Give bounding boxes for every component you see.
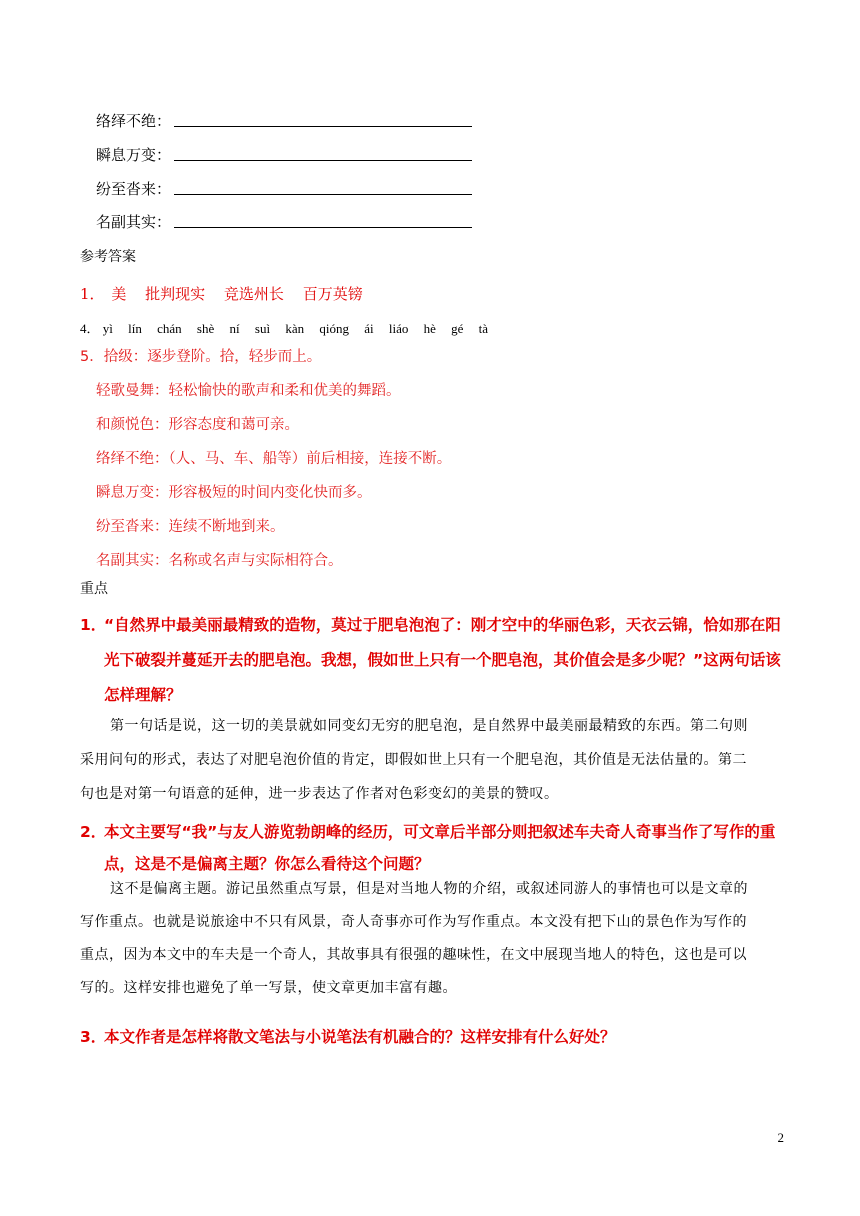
- pinyin-syllable: ní: [229, 321, 240, 336]
- answer-5-definition: 5．拾级：逐步登阶。拾，轻步而上。: [80, 349, 322, 365]
- pinyin-syllable: ái: [364, 321, 374, 336]
- fill-in-label: 纷至沓来：: [96, 180, 172, 198]
- question-number: 3．: [80, 1028, 107, 1046]
- question-text-line: 本文主要写“我”与友人游览勃朗峰的经历，可文章后半部分则把叙述车夫奇人奇事当作了写作的重: [104, 823, 776, 841]
- pinyin-syllable: chán: [157, 321, 182, 336]
- fill-in-line: [96, 211, 171, 233]
- answer-1-item: 批判现实: [145, 285, 206, 303]
- answer-blank[interactable]: [174, 227, 472, 228]
- question-number: 1．: [80, 616, 107, 634]
- page-number: 2: [777, 1130, 784, 1145]
- pinyin-syllable: qióng: [319, 321, 349, 336]
- pinyin-syllable: lín: [128, 321, 142, 336]
- fill-in-line: [96, 144, 171, 166]
- answer-paragraph-line: 句也是对第一句语意的延伸，进一步表达了作者对色彩变幻的美景的赞叹。: [80, 786, 559, 802]
- question-text-line: 本文作者是怎样将散文笔法与小说笔法有机融合的？这样安排有什么好处？: [104, 1028, 616, 1046]
- answer-5-definition: 纷至沓来：连续不断地到来。: [96, 519, 285, 535]
- answer-1-item: 美: [111, 285, 127, 303]
- question-text-line: 光下破裂并蔓延开去的肥皂泡。我想，假如世上只有一个肥皂泡，其价值会是多少呢？”这两句话该: [104, 651, 781, 669]
- answer-5-definition: 轻歌曼舞：轻松愉快的歌声和柔和优美的舞蹈。: [96, 383, 401, 399]
- answer-4-num: 4．: [80, 321, 100, 336]
- fill-in-line: [96, 178, 171, 200]
- pinyin-syllable: liáo: [388, 321, 409, 336]
- answer-5-definition: 瞬息万变：形容极短的时间内变化快而多。: [96, 485, 372, 501]
- question-text-line: 点，这是不是偏离主题？你怎么看待这个问题？: [104, 855, 430, 873]
- answer-paragraph-line: 写的。这样安排也避免了单一写景，使文章更加丰富有趣。: [80, 980, 457, 996]
- pinyin-syllable: suì: [254, 321, 271, 336]
- answer-1-item: 竞选州长: [223, 285, 284, 303]
- fill-in-line: [96, 110, 171, 132]
- answer-paragraph-line: 采用问句的形式，表达了对肥皂泡价值的肯定，即假如世上只有一个肥皂泡，其价值是无法估量的。第二: [80, 752, 747, 768]
- answer-blank[interactable]: [174, 160, 472, 161]
- answer-paragraph-line: 写作重点。也就是说旅途中不只有风景，奇人奇事亦可作为写作重点。本文没有把下山的景色作为写作的: [80, 914, 747, 930]
- answer-paragraph-line: 第一句话是说，这一切的美景就如同变幻无穷的肥皂泡，是自然界中最美丽最精致的东西。第二句则: [110, 718, 748, 734]
- answer-5-definition: 络绎不绝：（人、马、车、船等）前后相接，连接不断。: [96, 451, 452, 467]
- fill-in-label: 瞬息万变：: [96, 146, 172, 164]
- answer-1-num: 1．: [80, 285, 105, 303]
- answer-5-definition: 和颜悦色：形容态度和蔼可亲。: [96, 417, 299, 433]
- answer-paragraph-line: 这不是偏离主题。游记虽然重点写景，但是对当地人物的介绍，或叙述同游人的事情也可以是文章的: [110, 881, 748, 897]
- pinyin-syllable: gé: [451, 321, 464, 336]
- answer-blank[interactable]: [174, 126, 472, 127]
- pinyin-syllable: hè: [423, 321, 436, 336]
- question-text-line: “自然界中最美丽最精致的造物，莫过于肥皂泡泡了：刚才空中的华丽色彩，天衣云锦，恰如那在阳: [104, 616, 781, 634]
- answer-4: [80, 318, 500, 337]
- pinyin-syllable: yì: [102, 321, 113, 336]
- fill-in-label: 名副其实：: [96, 213, 172, 231]
- pinyin-syllable: kàn: [285, 321, 305, 336]
- answers-heading: 参考答案: [80, 249, 136, 265]
- question-number: 2．: [80, 823, 107, 841]
- key-points-heading: 重点: [80, 581, 108, 597]
- answer-paragraph-line: 重点，因为本文中的车夫是一个奇人，其故事具有很强的趣味性，在文中展现当地人的特色，这也是可以: [80, 947, 747, 963]
- pinyin-syllable: tà: [478, 321, 489, 336]
- answer-1-item: 百万英镑: [302, 285, 363, 303]
- answer-1: [80, 283, 377, 304]
- answer-5-definition: 名副其实：名称或名声与实际相符合。: [96, 553, 343, 569]
- pinyin-syllable: shè: [196, 321, 215, 336]
- fill-in-label: 络绎不绝：: [96, 112, 172, 130]
- answer-blank[interactable]: [174, 194, 472, 195]
- question-text-line: 怎样理解？: [104, 686, 182, 704]
